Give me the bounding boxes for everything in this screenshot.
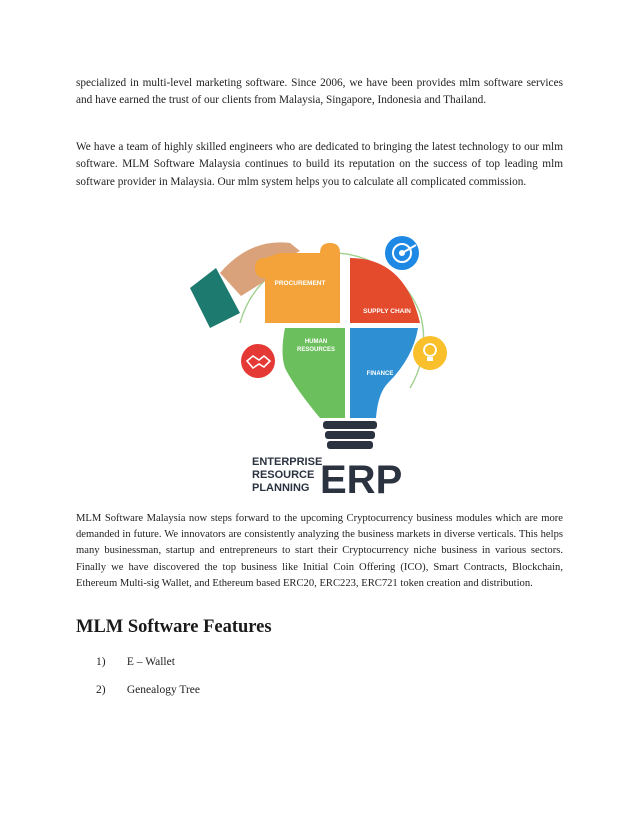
features-heading: MLM Software Features (76, 617, 272, 637)
procurement-label: PROCUREMENT (274, 280, 326, 287)
bulb-base (323, 421, 377, 449)
finance-label: FINANCE (366, 371, 394, 377)
crypto-paragraph: MLM Software Malaysia now steps forward to the upcoming Cryptocurrency business modules which are more demanded in future. We innovators are consistently analyzing the business markets in diverse verticals. This helps many businessman, startup and entrepreneurs to start their Cryptocurrency niche business in various sectors. Finally we have discovered the top business like Initial Coin Offering (ICO), Smart Contracts, Blockchain, Ethereum Multi-sig Wallet, and Ethereum based ERC20, ERC223, ERC721 token creation and distribution. (76, 513, 563, 589)
supply-chain-label: SUPPLY CHAIN (363, 308, 411, 315)
erp-illustration (180, 213, 460, 503)
erp-acronym: ERP (320, 458, 403, 502)
list-number: 2) (96, 684, 106, 696)
list-item (76, 653, 200, 681)
list-number: 1) (96, 656, 106, 668)
handshake-icon (241, 344, 275, 378)
team-paragraph: We have a team of highly skilled engineers who are dedicated to bringing the latest technology to our mlm software. MLM Software Malaysia continues to build its reputation on the success of top leading mlm software provider in Malaysia. Our mlm system helps you to calculate all complicated commission. (76, 141, 563, 188)
hr-label-line2: RESOURCES (296, 347, 336, 353)
target-icon (385, 236, 419, 270)
hr-label-line1: HUMAN (304, 339, 328, 345)
list-label: Genealogy Tree (126, 684, 201, 696)
lightbulb-icon (413, 336, 447, 370)
caption-line-1: ENTERPRISE (252, 456, 323, 468)
list-label: E – Wallet (126, 656, 175, 668)
features-list (76, 653, 200, 709)
caption-line-3: PLANNING (252, 482, 310, 494)
caption-line-2: RESOURCE (252, 469, 315, 481)
list-item (76, 681, 200, 709)
intro-paragraph: specialized in multi-level marketing software. Since 2006, we have been provides mlm software services and have earned the trust of our clients from Malaysia, Singapore, Indonesia and Thailand. (76, 77, 563, 107)
